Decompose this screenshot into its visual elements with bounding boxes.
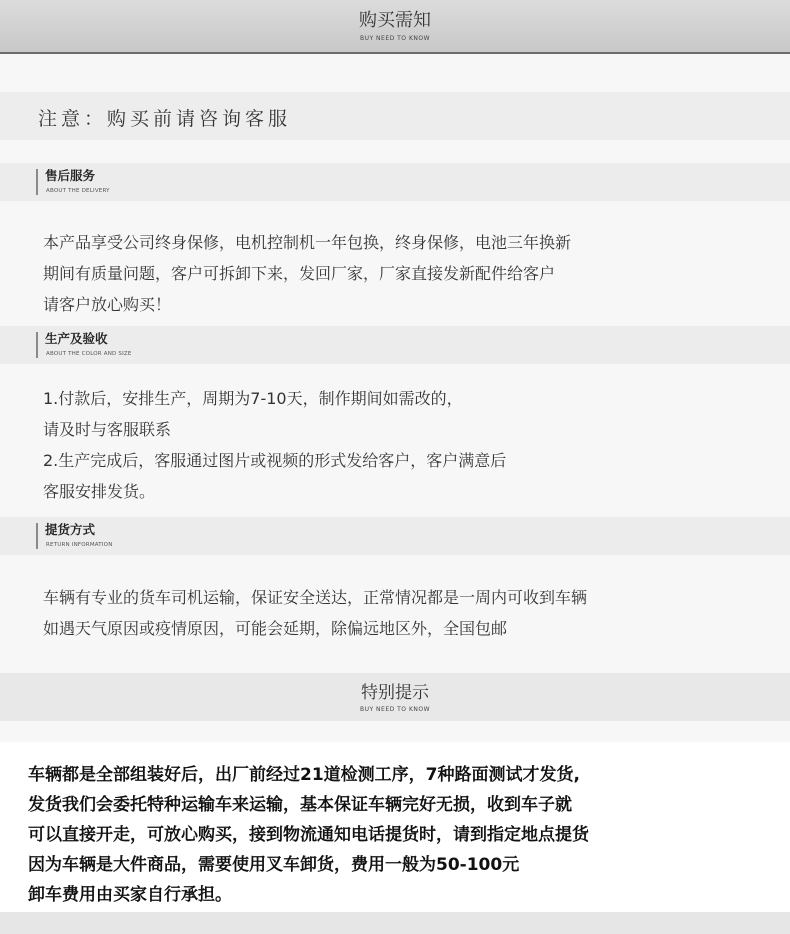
banner-title: 购买需知 [359, 10, 431, 31]
banner-subtitle: BUY NEED TO KNOW [359, 35, 431, 42]
tip-line: 车辆都是全部组装好后，出厂前经过21道检测工序，7种路面测试才发货, [28, 765, 580, 785]
section-header-production [0, 326, 790, 364]
bottom-bar [0, 912, 790, 934]
notice-bar [0, 92, 790, 140]
section-body-production [43, 383, 506, 507]
tip-banner [0, 673, 790, 721]
section-header-pickup [0, 517, 790, 555]
body-line: 如遇天气原因或疫情原因，可能会延期，除偏远地区外，全国包邮 [43, 619, 508, 638]
tip-line: 因为车辆是大件商品，需要使用叉车卸货，费用一般为50-100元 [28, 855, 520, 875]
body-line: 客服安排发货。 [43, 482, 156, 501]
section-title: 生产及验收 [45, 331, 108, 346]
section-body-after-sales [43, 227, 571, 320]
section-marker [36, 332, 38, 358]
body-line: 车辆有专业的货车司机运输，保证安全送达，正常情况都是一周内可收到车辆 [43, 588, 588, 607]
body-line: 期间有质量问题，客户可拆卸下来，发回厂家，厂家直接发新配件给客户 [43, 264, 556, 283]
section-subtitle: ABOUT THE DELIVERY [46, 188, 110, 194]
tip-box [0, 742, 790, 912]
body-line: 请客户放心购买！ [43, 295, 172, 314]
section-title: 提货方式 [45, 522, 96, 537]
tip-title: 特别提示 [361, 683, 429, 703]
body-line: 本产品享受公司终身保修，电机控制机一年包换，终身保修，电池三年换新 [43, 233, 572, 252]
notice-text: 注意：购买前请咨询客服 [38, 108, 292, 130]
section-header-after-sales [0, 163, 790, 201]
body-line: 请及时与客服联系 [43, 420, 172, 439]
section-subtitle: ABOUT THE COLOR AND SIZE [46, 351, 132, 357]
body-line: 1.付款后，安排生产，周期为7-10天，制作期间如需改的， [43, 389, 463, 408]
section-title: 售后服务 [45, 168, 96, 183]
tip-line: 发货我们会委托特种运输车来运输，基本保证车辆完好无损，收到车子就 [28, 795, 572, 815]
section-body-pickup [43, 582, 587, 644]
section-marker [36, 169, 38, 195]
section-subtitle: RETURN INFORMATION [46, 542, 113, 548]
tip-line: 可以直接开走，可放心购买，接到物流通知电话提货时，请到指定地点提货 [28, 825, 589, 845]
tip-lines [28, 760, 589, 910]
body-line: 2.生产完成后，客服通过图片或视频的形式发给客户，客户满意后 [43, 451, 507, 470]
tip-line: 卸车费用由买家自行承担。 [28, 885, 232, 905]
section-marker [36, 523, 38, 549]
tip-subtitle: BUY NEED TO KNOW [359, 706, 431, 713]
top-banner [0, 0, 790, 54]
